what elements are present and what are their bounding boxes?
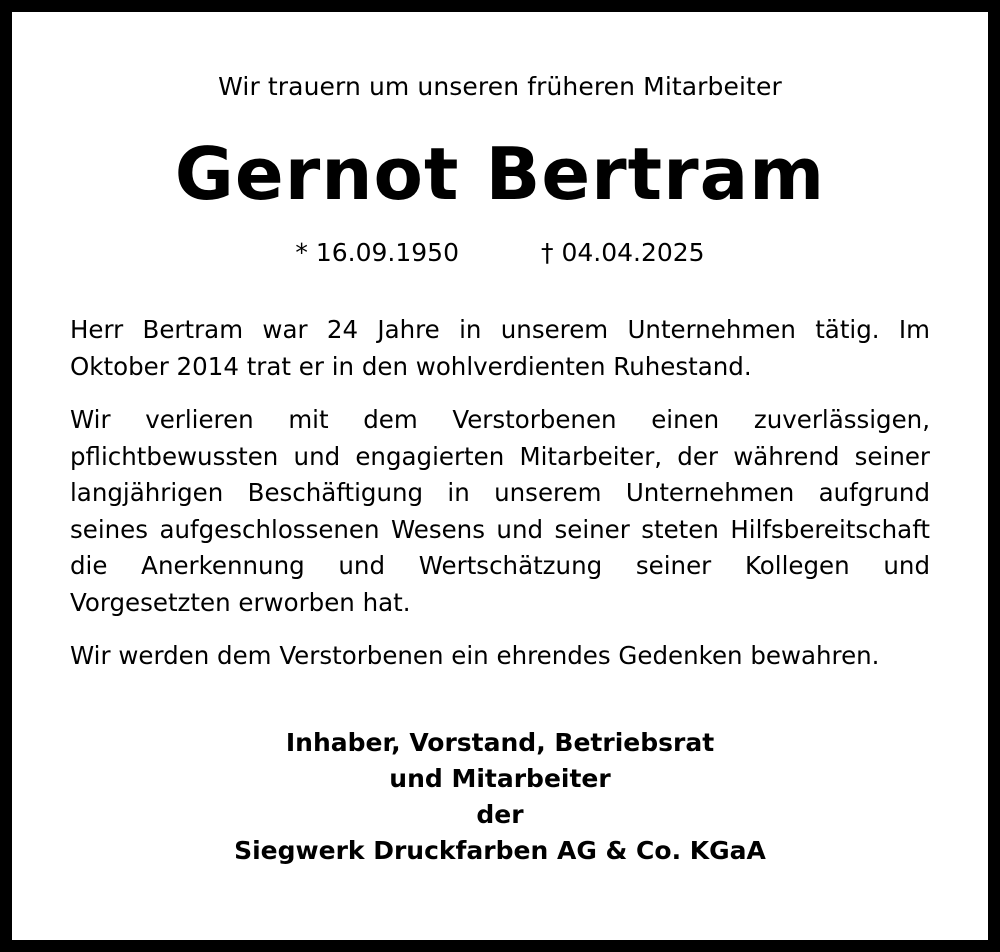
signature-line: der (476, 799, 524, 829)
paragraph-remembrance: Wir werden dem Verstorbenen ein ehrendes Gedenken bewahren. (70, 641, 880, 670)
signature-line: Inhaber, Vorstand, Betriebsrat (285, 727, 715, 757)
deceased-name: Gernot Bertram (174, 132, 826, 216)
signature-block (70, 725, 930, 869)
death-date: † 04.04.2025 (541, 238, 705, 267)
intro-line: Wir trauern um unseren früheren Mitarbeiter (218, 72, 782, 101)
signature-line: und Mitarbeiter (389, 763, 611, 793)
paragraph-tenure: Herr Bertram war 24 Jahre in unserem Unternehmen tätig. Im Oktober 2014 trat er in den wohlverdienten Ruhestand. (70, 315, 930, 381)
paragraph-tribute: Wir verlieren mit dem Verstorbenen einen zuverlässigen, pflichtbewussten und engagierten Mitarbeiter, der während seiner langjährigen Beschäftigung in unserem Unternehmen aufgrund seines aufgeschlossenen Wesens und seiner steten Hilfsbereitschaft die Anerkennung und Wertschätzung seiner Kollegen und Vorgesetzten erworben hat. (70, 405, 930, 617)
company-name: Siegwerk Druckfarben AG & Co. KGaA (234, 835, 766, 865)
birth-date: * 16.09.1950 (295, 238, 459, 267)
life-dates (70, 236, 930, 270)
